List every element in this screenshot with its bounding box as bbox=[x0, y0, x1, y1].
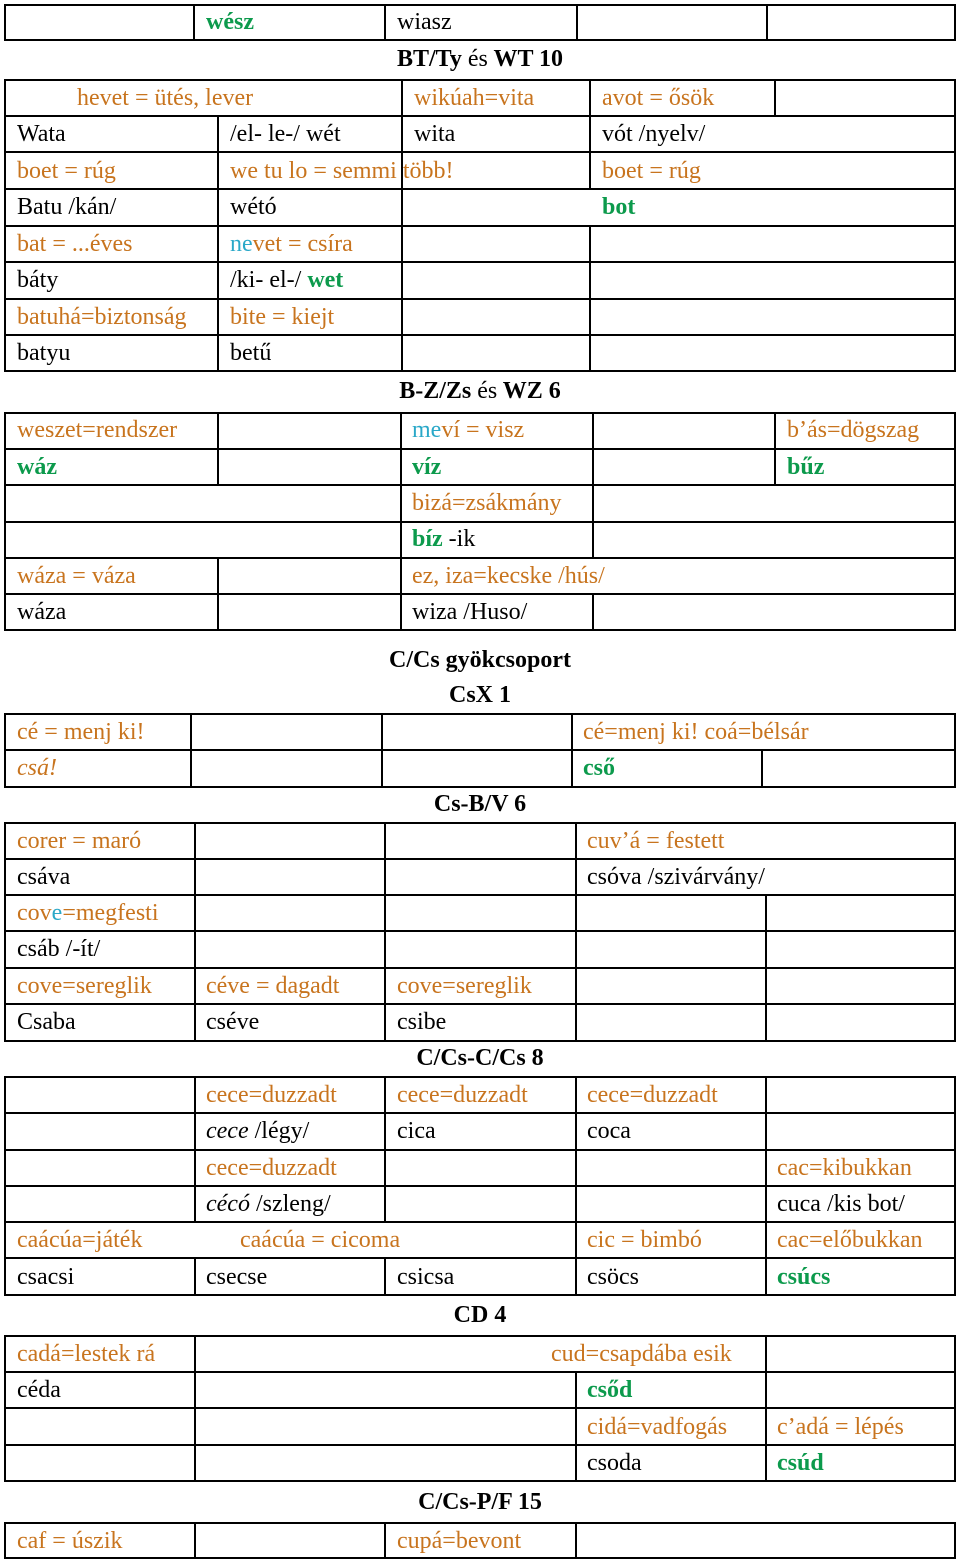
section-title-cc: C/Cs-C/Cs 8 bbox=[416, 1045, 544, 1071]
title-part: BT/Ty bbox=[396, 46, 462, 72]
cell: avot = ősök bbox=[602, 85, 715, 111]
cell: hevet = ütés, lever bbox=[77, 85, 254, 111]
section-title-cs: C/Cs gyökcsoport bbox=[388, 647, 571, 673]
cell: cece=duzzadt bbox=[397, 1082, 528, 1108]
cell: caácúa=játék bbox=[17, 1227, 143, 1253]
title-part: B-Z/Zs bbox=[399, 378, 472, 404]
cell: csúcs bbox=[777, 1264, 831, 1290]
cell: víz bbox=[412, 454, 442, 480]
cell bbox=[412, 415, 524, 445]
cell: cic = bimbó bbox=[587, 1227, 702, 1253]
cell bbox=[17, 898, 159, 928]
cell: cséve bbox=[206, 1009, 260, 1035]
title-conjunction: és bbox=[467, 46, 488, 72]
text-run: bíz bbox=[412, 526, 443, 552]
text-run: cov bbox=[17, 900, 52, 926]
text-run: /szleng/ bbox=[249, 1191, 331, 1217]
cell: cac=előbukkan bbox=[777, 1227, 923, 1253]
cell: cé = menj ki! bbox=[17, 719, 145, 745]
cell: cica bbox=[397, 1118, 436, 1144]
section-subtitle-csx: CsX 1 bbox=[448, 682, 511, 708]
cell: batyu bbox=[17, 340, 71, 366]
cell bbox=[230, 265, 343, 295]
cell-wiasz: wiasz bbox=[397, 9, 452, 35]
cell: cud=csapdába esik bbox=[551, 1341, 732, 1367]
cell: Wata bbox=[17, 121, 66, 147]
section-title-cd: CD 4 bbox=[453, 1302, 507, 1328]
cell: cove=sereglik bbox=[17, 973, 152, 999]
cell: cuv’á = festett bbox=[587, 828, 725, 854]
text-run: wet bbox=[307, 267, 344, 293]
cell: báty bbox=[17, 267, 59, 293]
cell: cac=kibukkan bbox=[777, 1155, 912, 1181]
cell: csőd bbox=[587, 1377, 633, 1403]
text-run: ví = visz bbox=[441, 417, 525, 443]
section-title-csb: Cs-B/V 6 bbox=[433, 791, 527, 817]
cell: csáva bbox=[17, 864, 71, 890]
cell: Csaba bbox=[17, 1009, 76, 1035]
cell: wáz bbox=[17, 454, 57, 480]
cell: cső bbox=[583, 755, 615, 781]
text-run: me bbox=[412, 417, 442, 443]
cell: cé=menj ki! coá=bélsár bbox=[583, 719, 809, 745]
cell-wesz: wész bbox=[206, 9, 254, 35]
cell: bűz bbox=[787, 454, 825, 480]
cell: we tu lo = semmi több! bbox=[230, 158, 454, 184]
cell: csáb /-ít/ bbox=[17, 936, 101, 962]
cell: wétó bbox=[230, 194, 277, 220]
cell: cadá=lestek rá bbox=[17, 1341, 156, 1367]
text-run: /ki- el-/ bbox=[230, 267, 308, 293]
cell: ez, iza=kecske /hús/ bbox=[412, 563, 605, 589]
cell: csóva /szivárvány/ bbox=[587, 864, 765, 890]
section-title-cp: C/Cs-P/F 15 bbox=[418, 1489, 542, 1515]
cell: cove=sereglik bbox=[397, 973, 532, 999]
text-run: e bbox=[51, 900, 63, 926]
cell: wiza /Huso/ bbox=[412, 599, 528, 625]
cell bbox=[230, 229, 353, 259]
cell bbox=[412, 524, 475, 554]
cell: caf = úszik bbox=[17, 1528, 123, 1554]
cell: cece=duzzadt bbox=[206, 1155, 337, 1181]
title-part: WT 10 bbox=[493, 46, 564, 72]
cell: cuca /kis bot/ bbox=[777, 1191, 905, 1217]
title-conjunction: és bbox=[477, 378, 498, 404]
text-run: vet = csíra bbox=[252, 231, 353, 257]
text-run: /légy/ bbox=[248, 1118, 310, 1144]
cell: vót /nyelv/ bbox=[602, 121, 706, 147]
cell: bite = kiejt bbox=[230, 304, 335, 330]
cell: cupá=bevont bbox=[397, 1528, 522, 1554]
text-run: cécó bbox=[206, 1191, 250, 1217]
cell: weszet=rendszer bbox=[17, 417, 178, 443]
cell: csacsi bbox=[17, 1264, 75, 1290]
cell: boet = rúg bbox=[17, 158, 116, 184]
cell: /el- le-/ wét bbox=[230, 121, 341, 147]
cell: csoda bbox=[587, 1450, 642, 1476]
cell: caácúa = cicoma bbox=[240, 1227, 401, 1253]
cell: wikúah=vita bbox=[414, 85, 535, 111]
section-title-bt bbox=[0, 44, 960, 74]
section-title-bz bbox=[0, 376, 960, 406]
cell: céve = dagadt bbox=[206, 973, 340, 999]
cell: coca bbox=[587, 1118, 631, 1144]
cell: cidá=vadfogás bbox=[587, 1414, 728, 1440]
cell: bizá=zsákmány bbox=[412, 490, 562, 516]
cell: cece=duzzadt bbox=[206, 1082, 337, 1108]
cell: céda bbox=[17, 1377, 61, 1403]
cell: boet = rúg bbox=[602, 158, 701, 184]
cell: csicsa bbox=[397, 1264, 455, 1290]
cell: batuhá=biztonság bbox=[17, 304, 187, 330]
cell: bot bbox=[602, 194, 636, 220]
cell: betű bbox=[230, 340, 272, 366]
cell: csibe bbox=[397, 1009, 447, 1035]
cell: wáza = váza bbox=[17, 563, 136, 589]
cell bbox=[206, 1116, 309, 1146]
cell: b’ás=dögszag bbox=[787, 417, 920, 443]
cell: csá! bbox=[17, 755, 57, 781]
title-part: WZ 6 bbox=[502, 378, 561, 404]
cell: wáza bbox=[17, 599, 67, 625]
cell: corer = maró bbox=[17, 828, 142, 854]
cell: bat = ...éves bbox=[17, 231, 133, 257]
cell: csúd bbox=[777, 1450, 824, 1476]
cell: csecse bbox=[206, 1264, 268, 1290]
text-run: cece bbox=[206, 1118, 249, 1144]
cell bbox=[206, 1189, 331, 1219]
text-run: =megfesti bbox=[62, 900, 159, 926]
cell: csöcs bbox=[587, 1264, 639, 1290]
cell: cece=duzzadt bbox=[587, 1082, 718, 1108]
text-run: ne bbox=[230, 231, 253, 257]
text-run: -ik bbox=[442, 526, 476, 552]
cell: wita bbox=[414, 121, 456, 147]
cell: c’adá = lépés bbox=[777, 1414, 904, 1440]
cell: Batu /kán/ bbox=[17, 194, 117, 220]
